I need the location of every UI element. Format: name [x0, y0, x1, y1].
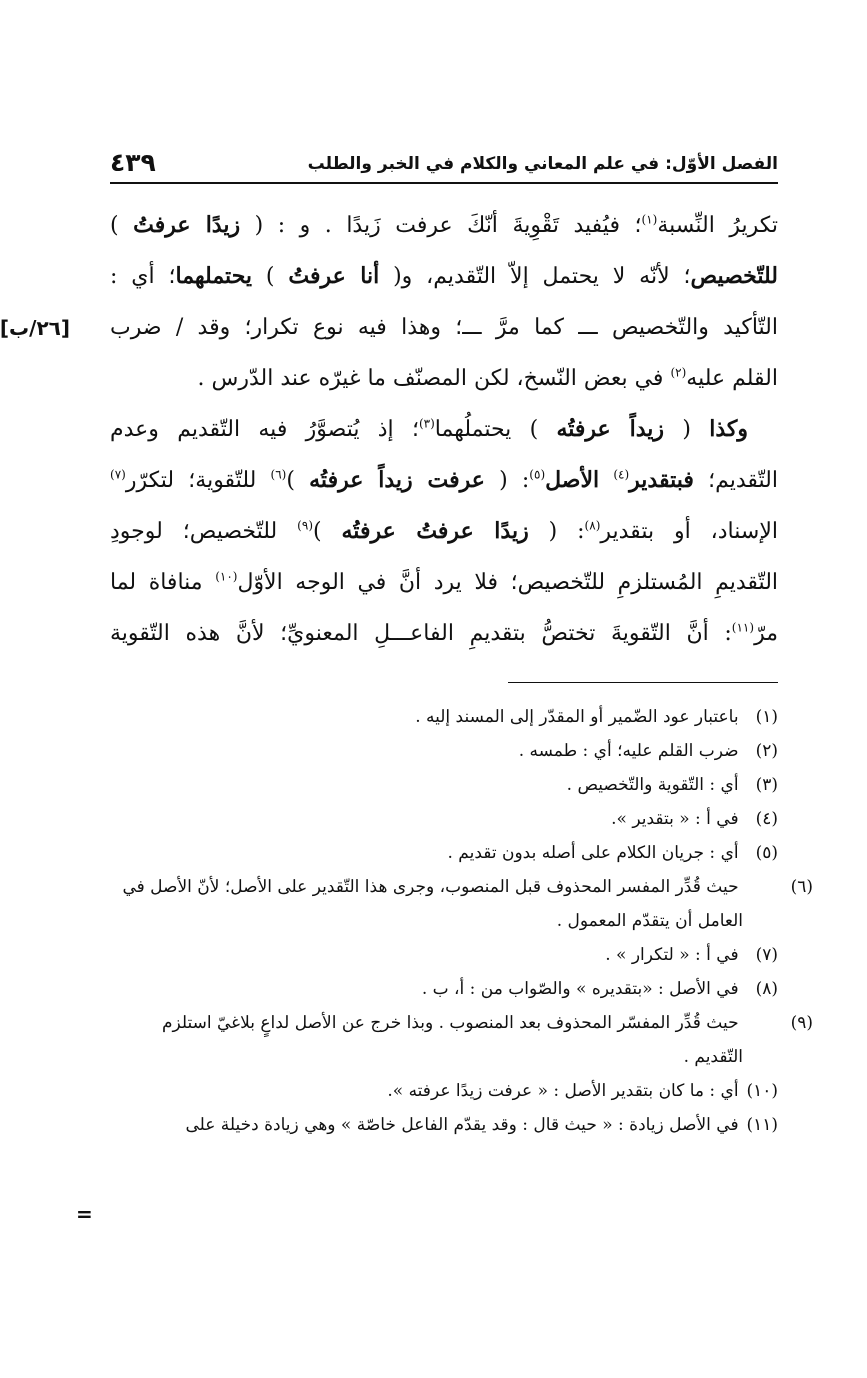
footnote-ref-9[interactable]: (٩): [297, 518, 313, 533]
continuation-mark: =: [76, 1202, 93, 1226]
footnote-ref-8[interactable]: (٨): [584, 518, 601, 533]
footnote-ref-11[interactable]: (١١): [731, 620, 755, 635]
footnotes: [110, 700, 813, 1142]
text-line-7: الإسناد، أو بتقدير$^{(٨)}$: ( زيدًا عرفتُ عرفتُه )$^{(٩)}$ للتّخصيص؛ لوجودِ: [110, 518, 778, 544]
header-rule: [110, 182, 778, 184]
text-line-3: التّأكيد والتّخصيص ـــ كما مرَّ ـــ؛ وهذا فيه نوع تكرار؛ وقد / ضرب: [110, 315, 778, 340]
footnote-9: (٩) حيث قُدِّر المفسّر المحذوف بعد المنصوب . وبذا خرج عن الأصل لداعٍ بلاغيّ استلزم التّقديم .: [161, 1013, 813, 1067]
footnote-2: (٢) ضرب القلم عليه؛ أي : طمسه .: [518, 741, 778, 761]
text-line-1: تكريرُ النِّسبة$^{(١)}$؛ فيُفيد تَقْوِيةَ أنّكَ عرفت زَيدًا . و : ( زيدًا عرفتُ ): [110, 212, 778, 238]
footnote-ref-10[interactable]: (١٠): [215, 569, 238, 584]
footnote-separator: [508, 682, 778, 683]
footnote-5: (٥) أي : جريان الكلام على أصله بدون تقديم .: [447, 843, 778, 863]
footnote-11: (١١) في الأصل زيادة : « حيث قال : وقد يقدّم الفاعل خاصّة » وهي زيادة دخيلة على: [185, 1115, 778, 1135]
footnote-ref-7[interactable]: (٧): [110, 467, 126, 482]
footnote-ref-3[interactable]: (٣): [418, 416, 435, 431]
text-line-9: مرّ$^{(١١)}$: أنَّ التّقويةَ تختصُّ بتقديمِ الفاعـــلِ المعنويِّ؛ لأنَّ هذه التّقوية: [110, 620, 778, 646]
footnote-6: (٦) حيث قُدِّر المفسر المحذوف قبل المنصوب، وجرى هذا التّقدير على الأصل؛ لأنّ الأصل في العامل أن يتقدّم المعمول .: [122, 877, 813, 931]
footnote-ref-4[interactable]: (٤): [613, 467, 630, 482]
footnote-ref-2[interactable]: (٢): [670, 365, 687, 380]
footnote-3: (٣) أي : التّقوية والتّخصيص .: [566, 775, 778, 795]
footnote-8: (٨) في الأصل : «بتقديره » والصّواب من : أ، ب .: [421, 979, 778, 999]
footnote-1: (١) باعتبار عود الضّمير أو المقدّر إلى المسند إليه .: [415, 707, 778, 727]
manuscript-folio-reference: [٢٦/ب]: [0, 316, 70, 340]
text-line-6: التّقديم؛ فبتقدير$^{(٤)}$ الأصل$^{(٥)}$: ( عرفت زيداً عرفتُه )$^{(٦)}$ للتّقوية؛ لتكرّر$^{(٧)}$: [110, 467, 778, 493]
text-line-5: وكذا ( زيداً عرفتُه ) يحتملُهما$^{(٣)}$؛ إذ يُتصوَّرُ فيه التّقديم وعدم: [110, 416, 748, 442]
main-text: [110, 200, 778, 659]
footnote-4: (٤) في أ : « بتقدير ».: [611, 809, 778, 829]
footnote-10: (١٠) أي : ما كان بتقدير الأصل : « عرفت زيدًا عرفته ».: [387, 1081, 778, 1101]
chapter-title: الفصل الأوّل: في علم المعاني والكلام في الخبر والطلب: [307, 154, 778, 174]
footnote-7: (٧) في أ : « لتكرار » .: [605, 945, 778, 965]
page-number: ٤٣٩: [110, 148, 156, 177]
footnote-ref-6[interactable]: (٦): [270, 467, 287, 482]
text-line-4: القلم عليه$^{(٢)}$ في بعض النّسخ، لكن المصنّف ما غيرّه عند الدّرس .: [197, 365, 778, 391]
footnote-ref-1[interactable]: (١): [641, 212, 658, 227]
text-line-2: للتّخصيص؛ لأنّه لا يحتمل إلاّ التّقديم، و( أنا عرفتُ ) يحتملهما؛ أي :: [110, 263, 778, 289]
footnote-ref-5[interactable]: (٥): [529, 467, 546, 482]
text-line-8: التّقديمِ المُستلزمِ للتّخصيص؛ فلا يرد أنَّ في الوجه الأوّل$^{(١٠)}$ منافاة لما: [110, 569, 778, 595]
